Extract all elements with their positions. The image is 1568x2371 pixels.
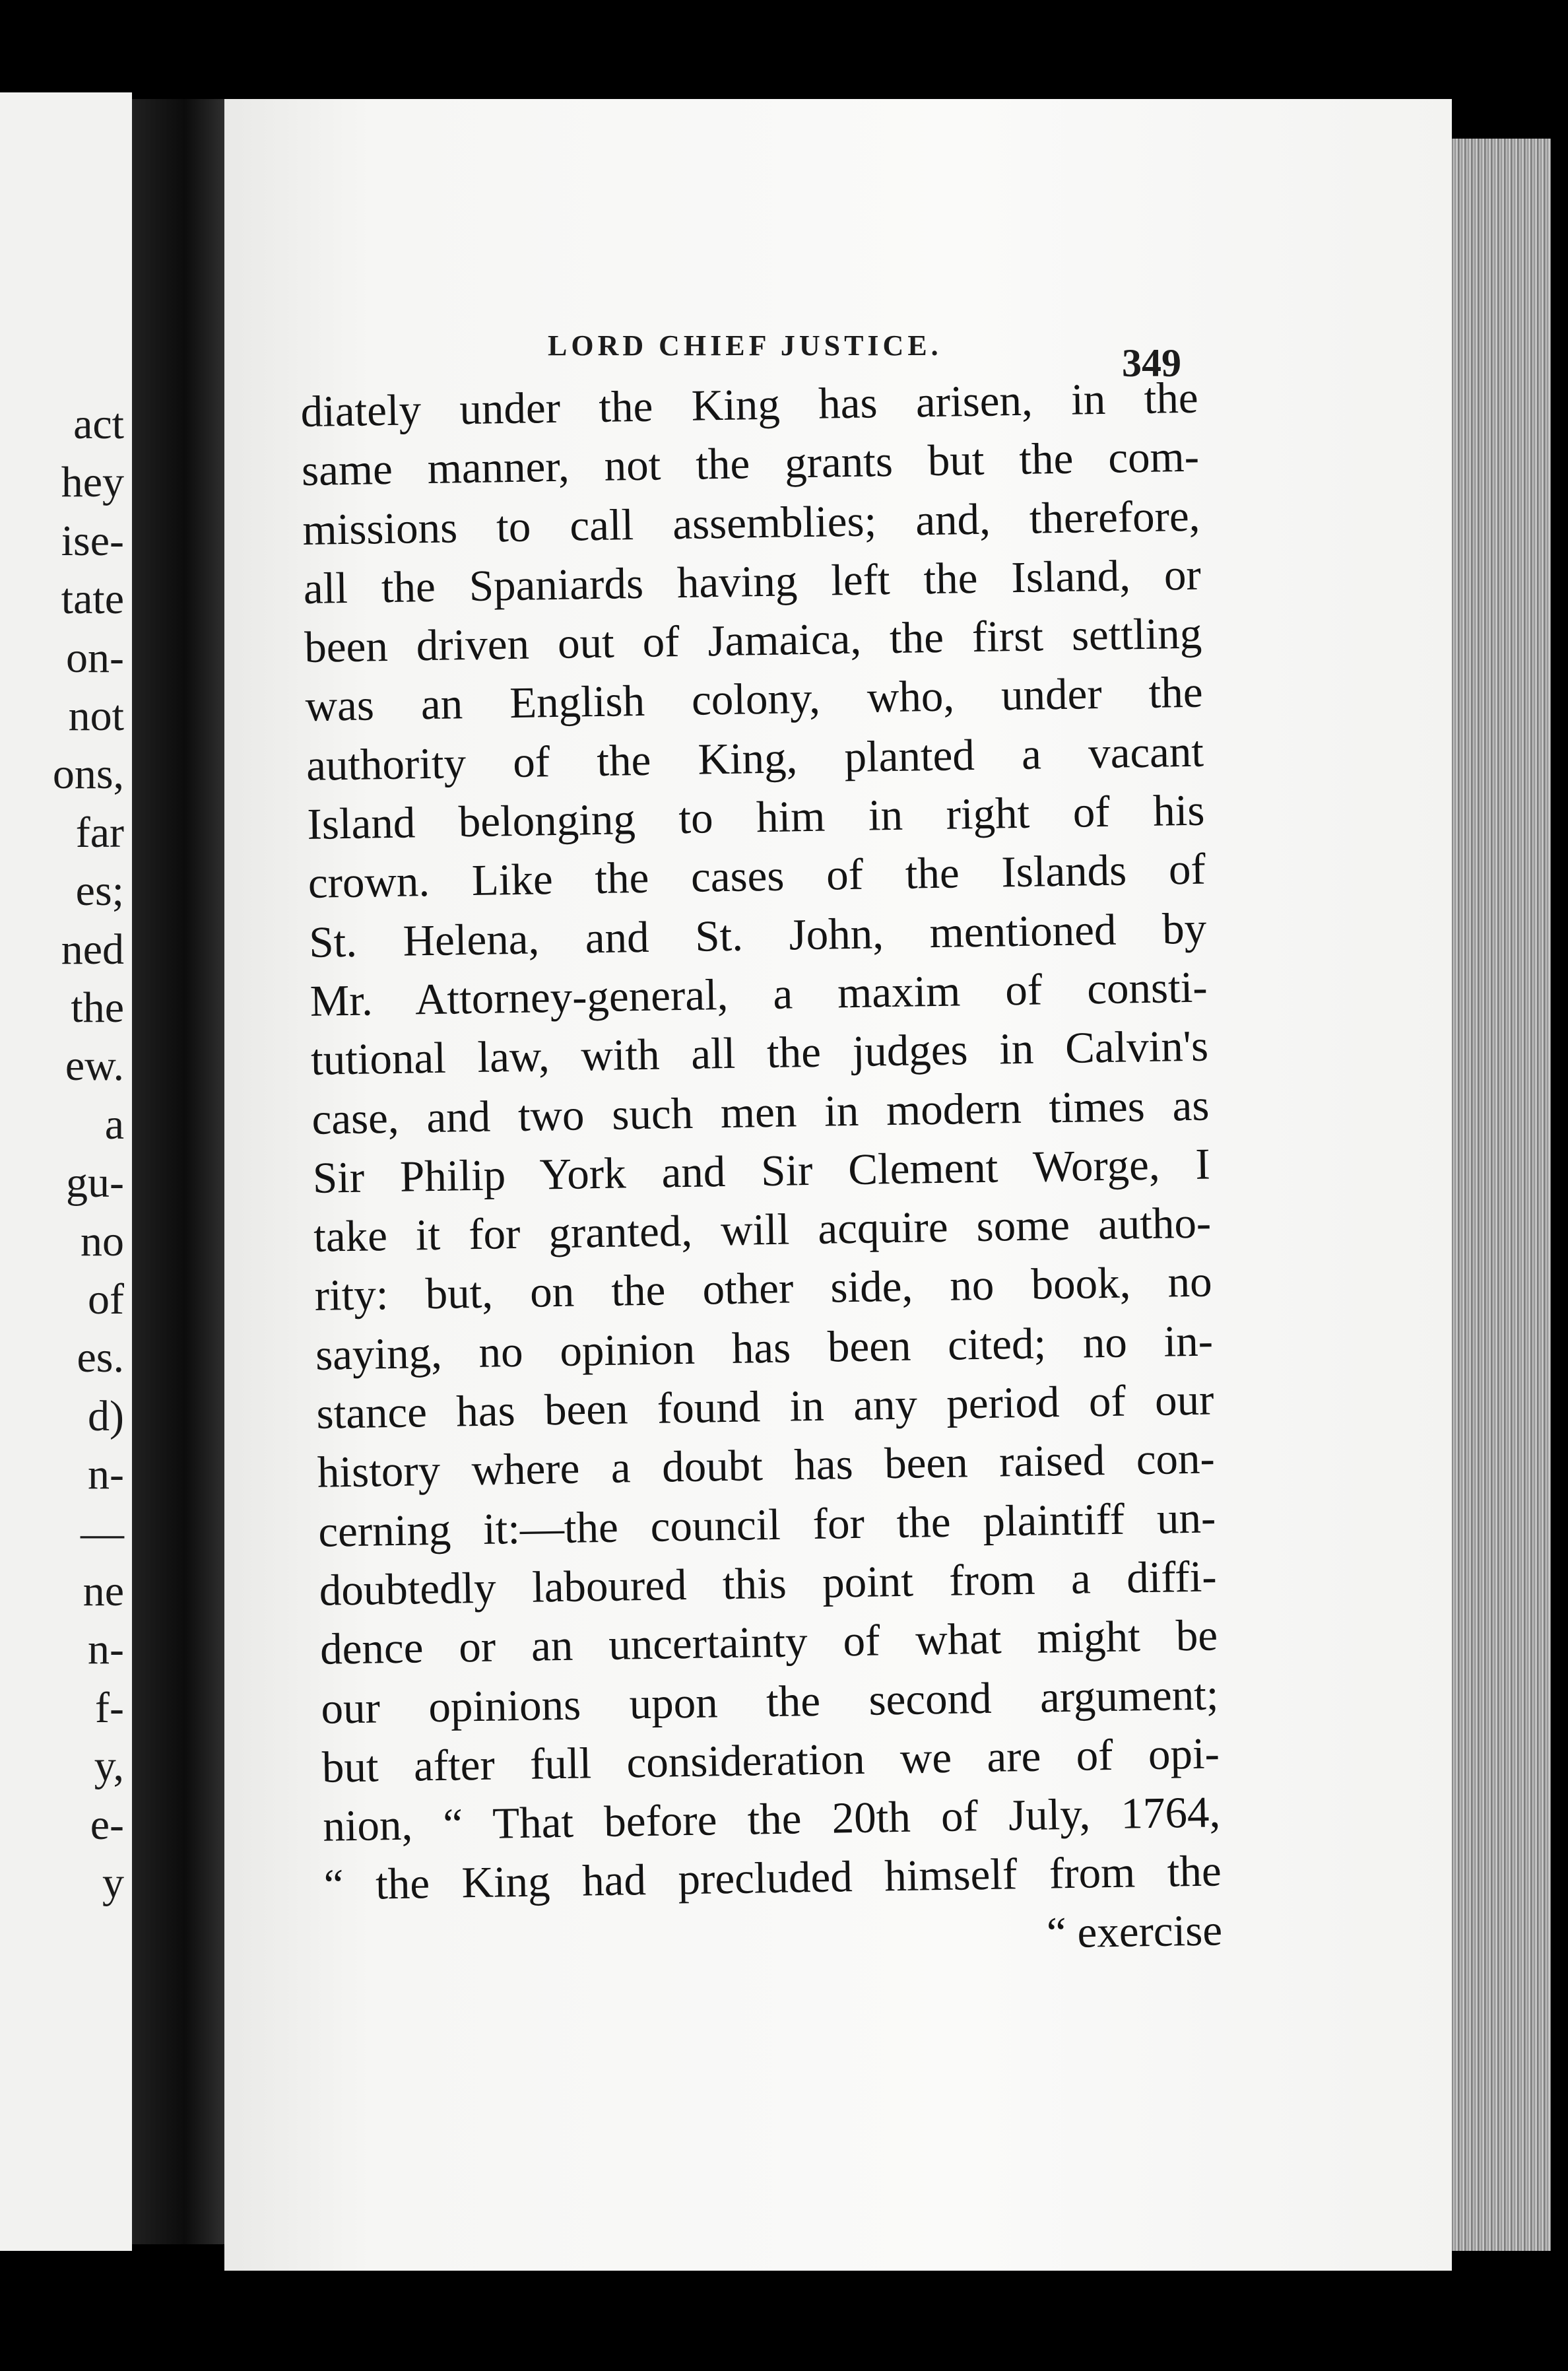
previous-page-line-fragment: act [73, 400, 124, 448]
previous-page-line-fragment: gu- [66, 1158, 124, 1207]
previous-page-line-fragment: of [88, 1275, 124, 1323]
text-line: cerning it:—the council for the plaintiff un- [317, 1493, 1216, 1556]
previous-page-line-fragment: d) [88, 1391, 124, 1440]
previous-page-line-fragment: ned [61, 925, 124, 974]
previous-page-line-fragment: es. [77, 1333, 124, 1382]
previous-page-line-fragment: e- [90, 1800, 124, 1849]
text-line: Island belonging to him in right of his [306, 785, 1205, 849]
previous-page-line-fragment: ne [82, 1567, 124, 1615]
page-number: 349 [1122, 341, 1181, 385]
text-line: take it for granted, will acquire some autho- [313, 1198, 1212, 1261]
book-gutter [132, 99, 238, 2244]
text-line: but after full consideration we are of opi- [321, 1729, 1220, 1792]
text-line: doubtedly laboured this point from a diffi- [319, 1552, 1218, 1615]
text-line: stance has been found in any period of our [315, 1375, 1214, 1438]
previous-page-line-fragment: tate [61, 575, 124, 624]
text-line: St. Helena, and St. John, mentioned by [308, 904, 1207, 967]
text-line: saying, no opinion has been cited; no in- [315, 1316, 1214, 1380]
previous-page-line-fragment: hey [61, 458, 124, 507]
text-line: dence or an uncertainty of what might be [319, 1611, 1218, 1674]
previous-page-fragment [0, 92, 132, 2251]
running-head: LORD CHIEF JUSTICE. [548, 329, 942, 362]
text-line: nion, “ That before the 20th of July, 1764, [322, 1787, 1221, 1851]
previous-page-line-fragment: es; [75, 867, 124, 916]
previous-page-line-fragment: y, [94, 1742, 124, 1791]
text-line: Sir Philip York and Sir Clement Worge, I [312, 1139, 1211, 1203]
previous-page-line-fragment: n- [88, 1450, 124, 1499]
text-line: been driven out of Jamaica, the first settling [304, 609, 1202, 673]
catchword: “ exercise [1046, 1906, 1223, 1958]
text-line: case, and two such men in modern times as [311, 1081, 1210, 1144]
previous-page-line-fragment: not [68, 692, 124, 740]
text-line: history where a doubt has been raised con- [317, 1434, 1216, 1498]
previous-page-line-fragment: on- [66, 633, 124, 682]
previous-page-line-fragment: no [81, 1217, 124, 1265]
previous-page-line-fragment: n- [88, 1625, 124, 1674]
previous-page-line-fragment: — [81, 1508, 124, 1557]
previous-page-line-fragment: ons, [52, 750, 124, 799]
previous-page-line-fragment: the [71, 984, 124, 1032]
text-line: all the Spaniards having left the Island, or [303, 550, 1202, 613]
page-edges [1452, 139, 1551, 2251]
text-line: “ the King had precluded himself from the [323, 1846, 1222, 1910]
text-line: diately under the King has arisen, in the [300, 373, 1199, 436]
text-line: Mr. Attorney-general, a maxim of consti- [310, 962, 1208, 1026]
previous-page-line-fragment: far [75, 808, 124, 857]
text-line: tutional law, with all the judges in Calvin's [310, 1021, 1209, 1085]
body-text [300, 369, 1223, 1974]
text-line: authority of the King, planted a vacant [306, 727, 1204, 790]
previous-page-line-fragment: f- [95, 1683, 124, 1732]
text-line: rity: but, on the other side, no book, no [314, 1257, 1213, 1321]
previous-page-line-fragment: a [104, 1100, 124, 1149]
text-line: our opinions upon the second argument; [320, 1669, 1219, 1733]
text-line: was an English colony, who, under the [305, 668, 1204, 731]
text-line: missions to call assemblies; and, therefore, [302, 491, 1200, 554]
previous-page-line-fragment: y [102, 1859, 124, 1907]
previous-page-line-fragment: ise- [61, 516, 124, 565]
text-line: same manner, not the grants but the com- [301, 432, 1200, 496]
text-line: crown. Like the cases of the Islands of [308, 844, 1206, 908]
previous-page-line-fragment: ew. [65, 1042, 124, 1090]
